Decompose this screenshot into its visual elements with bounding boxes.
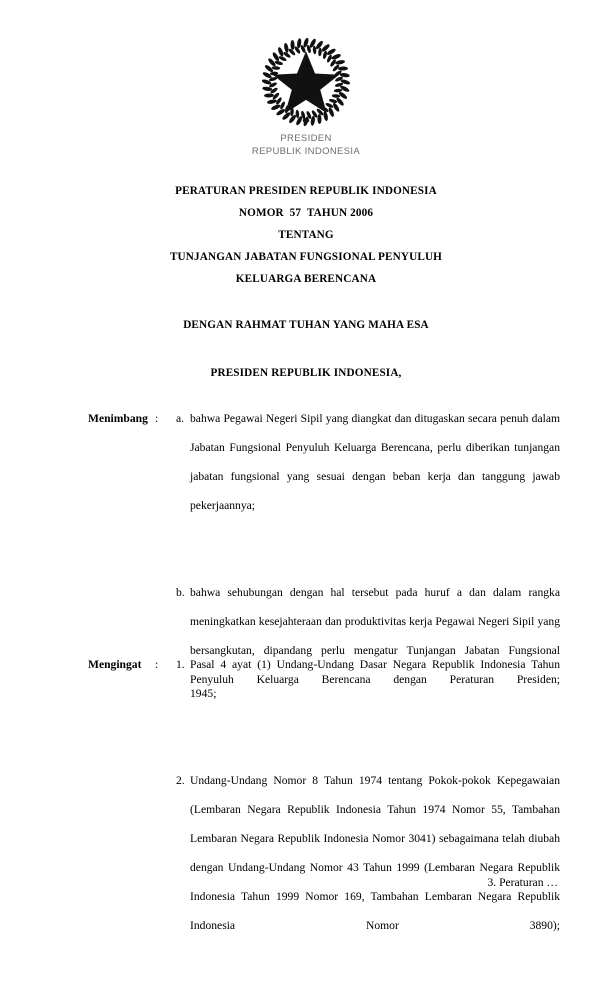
title-number-year: NOMOR 57 TAHUN 2006 [238,207,374,219]
title-subject-line-1: TUNJANGAN JABATAN FUNGSIONAL PENYULUH [169,251,443,263]
item-text: Pasal 4 ayat (1) Undang-Undang Dasar Negara Republik Indonesia Tahun 1945; [190,658,560,700]
list-item [88,650,560,737]
authority-line: PRESIDEN REPUBLIK INDONESIA, [210,367,402,379]
emblem-caption-line-1: PRESIDEN [280,133,332,144]
mengingat-items [88,650,560,969]
title-regulation-type: PERATURAN PRESIDEN REPUBLIK INDONESIA [175,185,437,197]
menimbang-label: Menimbang [88,412,148,425]
page-catchword: 3. Peraturan … [487,876,558,889]
blessing-line: DENGAN RAHMAT TUHAN YANG MAHA ESA [183,319,429,331]
emblem-caption-line-2: REPUBLIK INDONESIA [251,145,361,157]
enactment-block [56,314,556,384]
menimbang-colon: : [155,412,159,425]
document-title-block [56,180,556,290]
list-item [88,404,560,549]
title-tentang: TENTANG [278,229,334,241]
mengingat-section [88,650,560,969]
item-marker: 2. [176,774,185,787]
item-marker: a. [176,412,185,425]
item-text: bahwa Pegawai Negeri Sipil yang diangkat dan ditugaskan secara penuh dalam Jabatan Fungsional Penyuluh Keluarga Berencana, perlu diberikan tunjangan jabatan fungsional yang sesuai dengan beban kerja dan tanggung jawab pekerjaannya; [190,412,560,512]
item-text: Undang-Undang Nomor 8 Tahun 1974 tentang Pokok-pokok Kepegawaian (Lembaran Negara Republik Indonesia Tahun 1974 Nomor 55, Tambahan Lembaran Negara Republik Indonesia Nomor 3041) sebagaimana telah diubah dengan Undang-Undang Nomor 43 Tahun 1999 (Lembaran Negara Republik Indonesia Tahun 1999 Nomor 169, Tambahan Lembaran Negara Republik Indonesia Nomor 3890); [190,774,560,932]
presidential-emblem-block [0,34,612,158]
mengingat-colon: : [155,658,159,671]
item-text: bahwa sehubungan dengan hal tersebut pada huruf a dan dalam rangka meningkatkan kesejahteraan dan produktivitas kerja Pegawai Negeri Sipil yang bersangkutan, dipandang perlu mengatur Tunjangan Jabatan Fungsional Penyuluh Keluarga Berencana dengan Peraturan Presiden; [190,586,560,686]
title-subject-line-2: KELUARGA BERENCANA [235,273,377,285]
indonesian-presidential-seal-icon [258,34,354,130]
item-marker: 1. [176,658,185,671]
item-marker: b. [176,586,185,599]
mengingat-label: Mengingat [88,658,142,671]
emblem-caption [0,133,612,158]
